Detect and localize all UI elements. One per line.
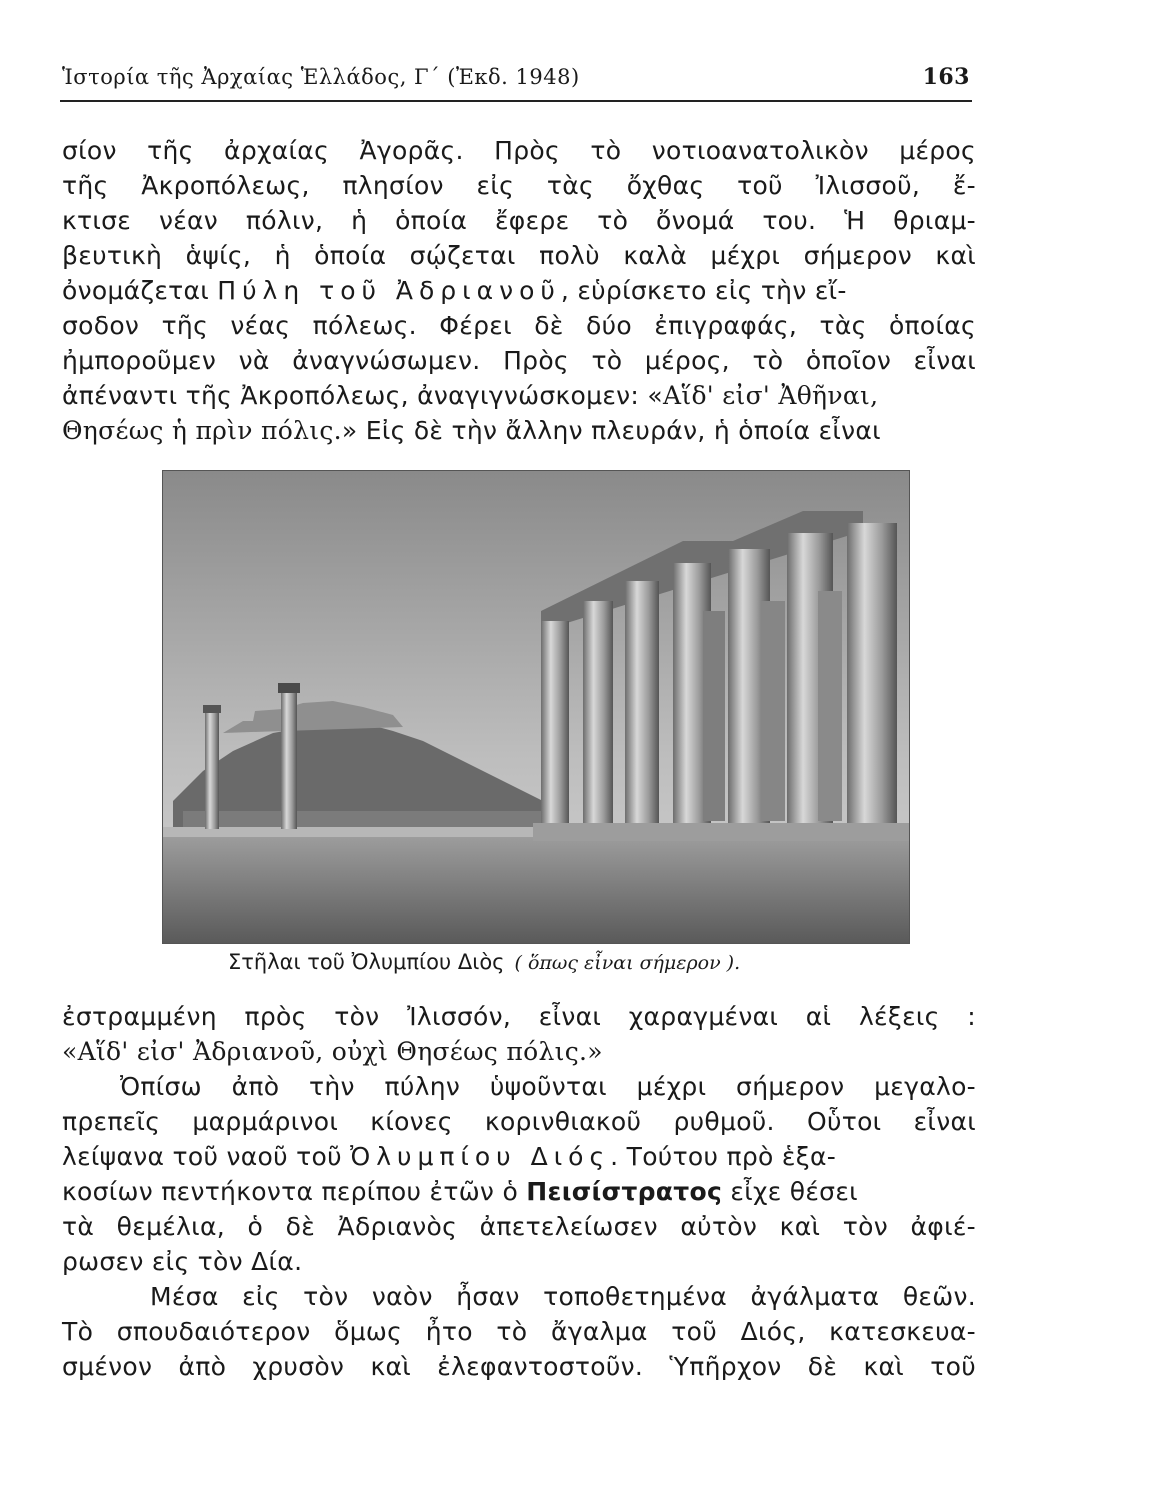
text-line: σίον τῆς ἀρχαίας Ἀγορᾶς. Πρὸς τὸ νοτιοανατολικὸν μέρος [62,136,976,165]
inscription-quote: Θησέως ἡ πρὶν πόλις. [62,416,342,445]
text-line: Τὸ σπουδαιότερον ὅμως ἦτο τὸ ἄγαλμα τοῦ Διός, κατεσκευα- [62,1317,976,1346]
text-line: κτισε νέαν πόλιν, ἡ ὁποία ἔφερε τὸ ὄνομά του. Ἡ θριαμ- [62,206,976,235]
text-line [62,416,976,445]
photo-illustration [163,471,909,943]
text-line: πρεπεῖς μαρμάρινοι κίονες κορινθιακοῦ ρυθμοῦ. Οὗτοι εἶναι [62,1107,976,1136]
text-span: κοσίων πεντήκοντα περίπου ἐτῶν ὁ [62,1177,527,1206]
spaced-term: Πύλη τοῦ Ἀδριανοῦ [217,276,561,305]
page-number: 163 [922,64,970,90]
caption-note: ( ὅπως εἶναι σήμερον ). [514,952,741,974]
text-line: ἐστραμμένη πρὸς τὸν Ἰλισσόν, εἶναι χαραγμέναι αἱ λέξεις : [62,1002,976,1031]
text-line [62,1177,976,1206]
spaced-term: Ὀλυμπίου Διός [350,1142,611,1171]
text-line [62,1142,976,1171]
text-line: Ὀπίσω ἀπὸ τὴν πύλην ὑψοῦνται μέχρι σήμερον μεγαλο- [120,1072,976,1101]
text-line: ἠμποροῦμεν νὰ ἀναγνώσωμεν. Πρὸς τὸ μέρος, τὸ ὁποῖον εἶναι [62,346,976,375]
text-line: τὰ θεμέλια, ὁ δὲ Ἀδριανὸς ἀπετελείωσεν αὐτὸν καὶ τὸν ἀφιέ- [62,1212,976,1241]
inscription-quote: Αἵδ' εἰσ' Ἀθῆναι, [662,381,879,410]
photo-olympieion [162,470,910,944]
text-line: τῆς Ἀκροπόλεως, πλησίον εἰς τὰς ὄχθας τοῦ Ἰλισσοῦ, ἔ- [62,171,976,200]
header-rule [60,100,972,102]
running-header [62,64,970,90]
header-title: Ἱστορία τῆς Ἀρχαίας Ἑλλάδος, Γ΄ (Ἐκδ. 1948) [62,65,580,89]
text-line: σμένον ἀπὸ χρυσὸν καὶ ἐλεφαντοστοῦν. Ὑπῆρχον δὲ καὶ τοῦ [62,1352,976,1381]
text-span: , εὑρίσκετο εἰς τὴν εἴ- [560,276,847,305]
text-span: » Εἰς δὲ τὴν ἄλλην πλευράν, ἡ ὁποία εἶναι [341,416,881,445]
text-line: Μέσα εἰς τὸν ναὸν ἦσαν τοποθετημένα ἀγάλματα θεῶν. [150,1282,976,1311]
text-span: ἀπέναντι τῆς Ἀκροπόλεως, ἀναγιγνώσκομεν: « [62,381,663,410]
text-span: εἶχε θέσει [722,1177,858,1206]
text-span: λείψανα τοῦ ναοῦ τοῦ [62,1142,351,1171]
caption-main: Στῆλαι τοῦ Ὀλυμπίου Διὸς [228,950,505,974]
text-line [62,276,976,305]
text-line: σοδον τῆς νέας πόλεως. Φέρει δὲ δύο ἐπιγραφάς, τὰς ὁποίας [62,311,976,340]
figure-caption [228,950,928,974]
text-span: . Τούτου πρὸ ἑξα- [610,1142,837,1171]
text-span: ὀνομάζεται [62,276,218,305]
text-line: βευτικὴ ἁψίς, ἡ ὁποία σῴζεται πολὺ καλὰ μέχρι σήμερον καὶ [62,241,976,270]
bold-term: Πεισίστρατος [526,1177,723,1206]
text-line: ρωσεν εἰς τὸν Δία. [62,1247,303,1276]
text-line: «Αἵδ' εἰσ' Ἀδριανοῦ, οὐχὶ Θησέως πόλις.» [62,1037,603,1066]
text-line [62,381,976,410]
